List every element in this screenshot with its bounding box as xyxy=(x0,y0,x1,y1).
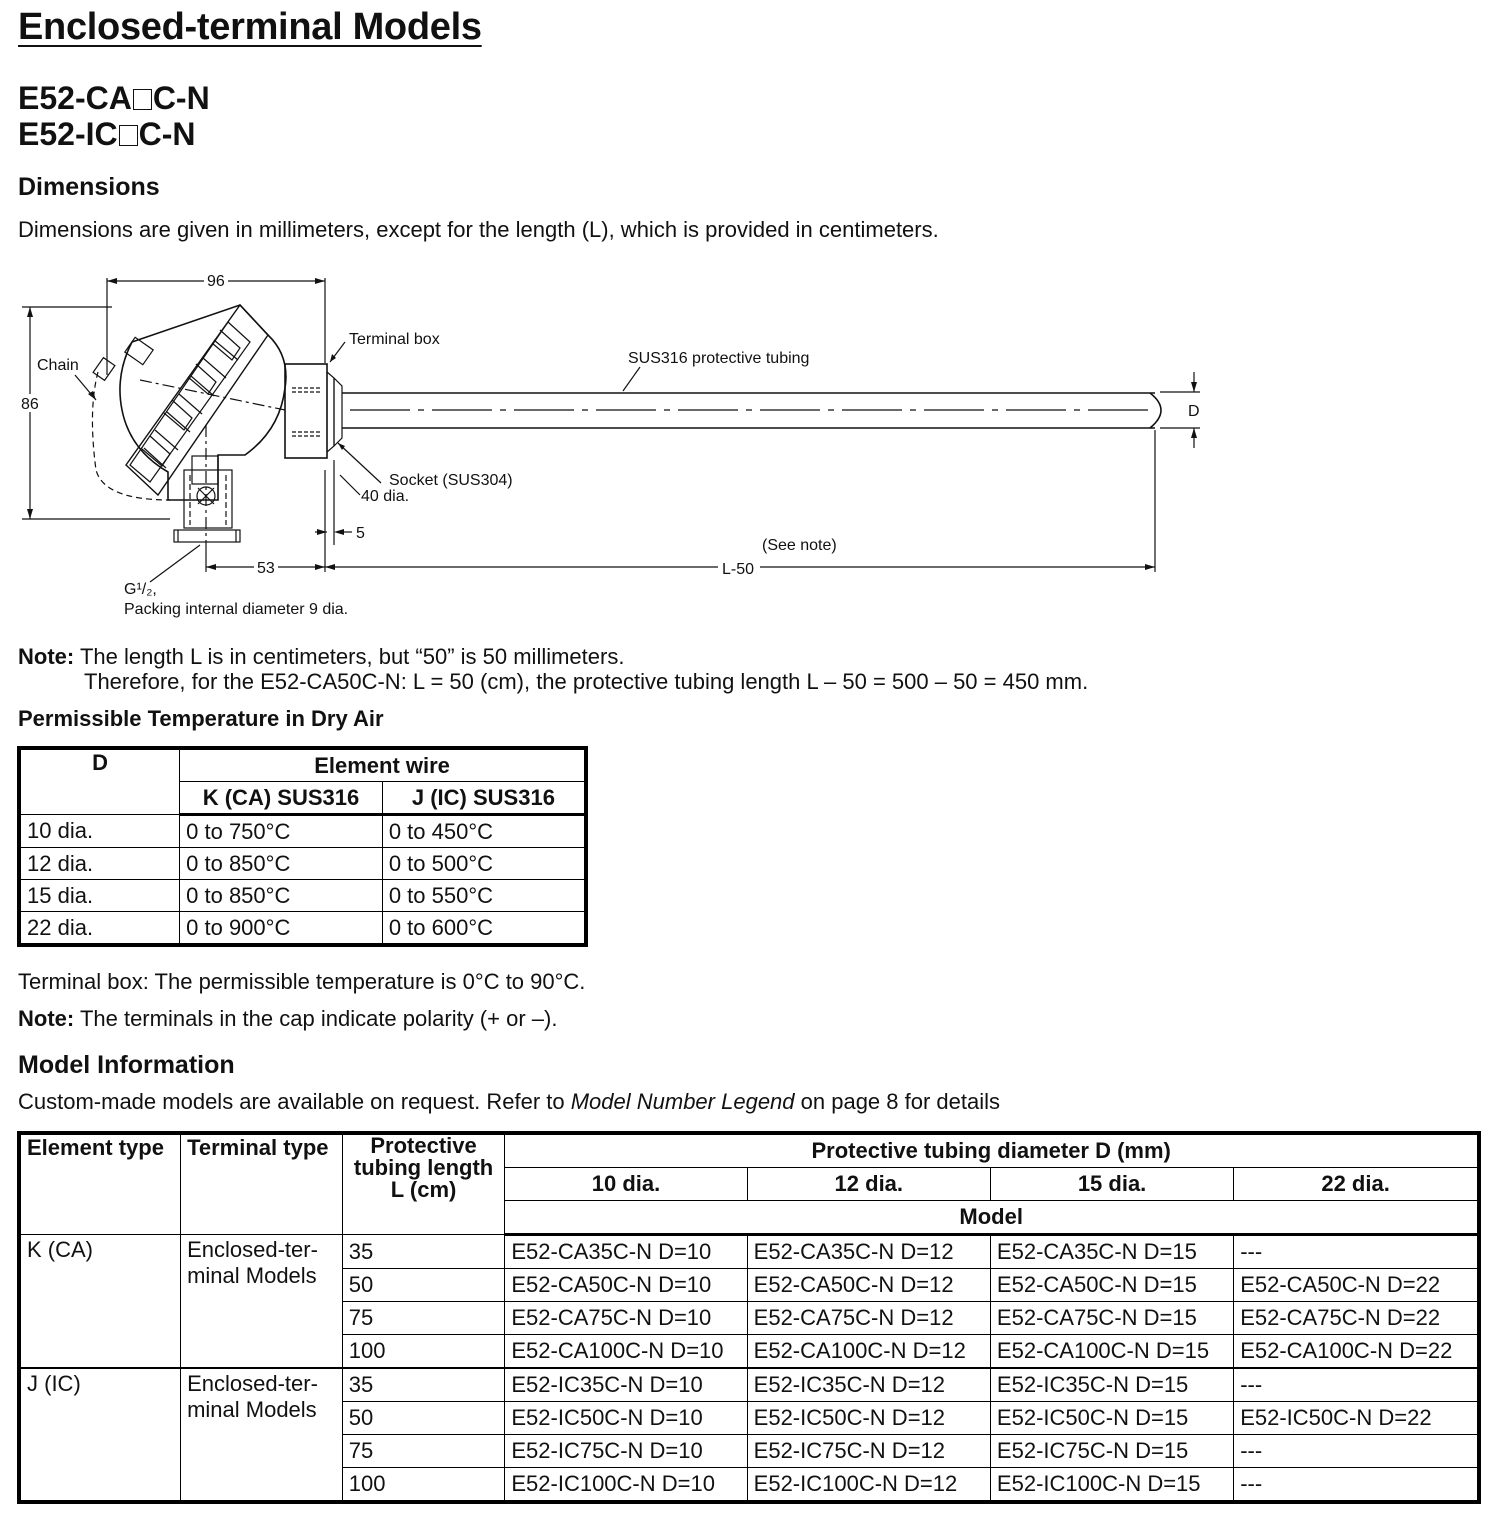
model-cell: E52-IC35C-N D=10 xyxy=(505,1368,747,1402)
model-cell: --- xyxy=(1234,1435,1479,1468)
cell-j: 0 to 600°C xyxy=(382,912,586,946)
table-row xyxy=(19,848,586,880)
model-number-ic xyxy=(18,116,195,152)
model-cell: --- xyxy=(1234,1468,1479,1503)
col-j-header: J (IC) SUS316 xyxy=(382,782,586,815)
model-cell: E52-CA35C-N D=15 xyxy=(990,1235,1233,1269)
model-cell: --- xyxy=(1234,1235,1479,1269)
model-cell: E52-IC75C-N D=10 xyxy=(505,1435,747,1468)
col-length-line3: L (cm) xyxy=(390,1177,457,1202)
model-cell: E52-IC50C-N D=12 xyxy=(747,1402,990,1435)
note-line2: Therefore, for the E52-CA50C-N: L = 50 (cm), the protective tubing length L – 50 = 500 – 50 = 450 mm. xyxy=(84,669,1089,694)
temp-table-title: Permissible Temperature in Dry Air xyxy=(18,706,384,731)
model-label: Model xyxy=(505,1201,1479,1235)
model-table xyxy=(17,1131,1481,1504)
model-cell: E52-CA35C-N D=12 xyxy=(747,1235,990,1269)
cell-j: 0 to 450°C xyxy=(382,815,586,848)
placeholder-box-icon xyxy=(133,89,152,110)
note-length xyxy=(18,644,624,670)
model-cell: E52-IC100C-N D=12 xyxy=(747,1468,990,1503)
dia40-label: 40 dia. xyxy=(361,488,410,505)
terminal-type-ic: Enclosed-ter-minal Models xyxy=(181,1368,343,1502)
model-prefix: E52-IC xyxy=(18,116,118,152)
col-element-type: Element type xyxy=(19,1133,181,1235)
dim-96-label: 96 xyxy=(207,273,225,290)
model-suffix: C-N xyxy=(138,116,196,152)
model-cell: E52-CA100C-N D=12 xyxy=(747,1335,990,1369)
length-cell: 75 xyxy=(342,1302,505,1335)
dim-l50-label: L-50 xyxy=(722,561,755,578)
dim-86-label: 86 xyxy=(21,396,39,413)
model-cell: E52-CA50C-N D=12 xyxy=(747,1269,990,1302)
model-cell: E52-IC35C-N D=12 xyxy=(747,1368,990,1402)
model-cell: E52-CA75C-N D=15 xyxy=(990,1302,1233,1335)
polarity-note-text: The terminals in the cap indicate polarity (+ or –). xyxy=(79,1006,558,1031)
element-type-ic: J (IC) xyxy=(19,1368,181,1502)
col-diameter-header: Protective tubing diameter D (mm) xyxy=(505,1133,1479,1168)
note-label: Note: xyxy=(18,644,75,669)
table-row xyxy=(19,880,586,912)
placeholder-box-icon xyxy=(119,125,138,146)
model-info-intro xyxy=(18,1089,1000,1115)
model-cell: E52-IC50C-N D=22 xyxy=(1234,1402,1479,1435)
cell-j: 0 to 550°C xyxy=(382,880,586,912)
col-length-line2: tubing length xyxy=(353,1155,494,1180)
g-label: G¹/₂, xyxy=(124,581,157,598)
model-cell: E52-IC100C-N D=10 xyxy=(505,1468,747,1503)
temperature-table xyxy=(17,746,588,947)
note-line1: The length L is in centimeters, but “50” is 50 millimeters. xyxy=(79,644,625,669)
model-cell: E52-CA50C-N D=10 xyxy=(505,1269,747,1302)
length-cell: 100 xyxy=(342,1335,505,1369)
model-cell: E52-CA50C-N D=15 xyxy=(990,1269,1233,1302)
model-number-ca xyxy=(18,80,210,116)
model-prefix: E52-CA xyxy=(18,80,132,116)
table-row xyxy=(19,912,586,946)
col-length-line1: Protective xyxy=(370,1133,477,1158)
terminal-type-ca: Enclosed-ter-minal Models xyxy=(181,1235,343,1369)
model-cell: E52-CA100C-N D=10 xyxy=(505,1335,747,1369)
col-element-header: Element wire xyxy=(180,748,586,782)
length-cell: 35 xyxy=(342,1368,505,1402)
length-cell: 50 xyxy=(342,1269,505,1302)
model-cell: E52-CA100C-N D=22 xyxy=(1234,1335,1479,1369)
dim-5-label: 5 xyxy=(356,525,365,542)
cell-d: 10 dia. xyxy=(19,815,180,848)
cell-k: 0 to 850°C xyxy=(180,848,383,880)
table-row xyxy=(19,1368,1479,1402)
d-label: D xyxy=(1188,403,1200,420)
page-title: Enclosed-terminal Models xyxy=(18,6,482,48)
col-12-dia: 12 dia. xyxy=(747,1168,990,1201)
col-15-dia: 15 dia. xyxy=(990,1168,1233,1201)
length-cell: 100 xyxy=(342,1468,505,1503)
table-row xyxy=(19,1235,1479,1269)
dim-53-label: 53 xyxy=(257,560,275,577)
model-info-heading: Model Information xyxy=(18,1051,235,1079)
model-cell: E52-IC100C-N D=15 xyxy=(990,1468,1233,1503)
length-cell: 35 xyxy=(342,1235,505,1269)
cell-d: 12 dia. xyxy=(19,848,180,880)
model-cell: E52-IC75C-N D=12 xyxy=(747,1435,990,1468)
element-type-ca: K (CA) xyxy=(19,1235,181,1369)
polarity-note xyxy=(18,1006,557,1032)
model-cell: E52-IC50C-N D=10 xyxy=(505,1402,747,1435)
length-cell: 50 xyxy=(342,1402,505,1435)
cell-d: 22 dia. xyxy=(19,912,180,946)
model-cell: E52-IC75C-N D=15 xyxy=(990,1435,1233,1468)
col-10-dia: 10 dia. xyxy=(505,1168,747,1201)
packing-label: Packing internal diameter 9 dia. xyxy=(124,601,349,618)
model-suffix: C-N xyxy=(152,80,210,116)
length-cell: 75 xyxy=(342,1435,505,1468)
terminal-box-note: Terminal box: The permissible temperature is 0°C to 90°C. xyxy=(18,969,586,994)
intro-post: on page 8 for details xyxy=(794,1089,1001,1114)
socket-label: Socket (SUS304) xyxy=(389,472,513,489)
model-cell: E52-CA35C-N D=10 xyxy=(505,1235,747,1269)
intro-italic: Model Number Legend xyxy=(570,1089,795,1114)
model-cell: E52-IC50C-N D=15 xyxy=(990,1402,1233,1435)
chain-label: Chain xyxy=(37,357,79,374)
model-cell: E52-CA75C-N D=10 xyxy=(505,1302,747,1335)
dimensions-intro: Dimensions are given in millimeters, except for the length (L), which is provided in centimeters. xyxy=(18,217,939,242)
note-label: Note: xyxy=(18,1006,75,1031)
col-tubing-length xyxy=(342,1133,505,1235)
cell-k: 0 to 750°C xyxy=(180,815,383,848)
table-row xyxy=(19,815,586,848)
model-cell: E52-CA100C-N D=15 xyxy=(990,1335,1233,1369)
cell-k: 0 to 900°C xyxy=(180,912,383,946)
cell-j: 0 to 500°C xyxy=(382,848,586,880)
model-cell: E52-CA75C-N D=12 xyxy=(747,1302,990,1335)
model-cell: E52-CA75C-N D=22 xyxy=(1234,1302,1479,1335)
dimension-drawing xyxy=(0,260,1240,630)
dimensions-heading: Dimensions xyxy=(18,173,160,201)
see-note-label: (See note) xyxy=(762,537,837,554)
cell-d: 15 dia. xyxy=(19,880,180,912)
model-cell: E52-CA50C-N D=22 xyxy=(1234,1269,1479,1302)
col-22-dia: 22 dia. xyxy=(1234,1168,1479,1201)
model-cell: E52-IC35C-N D=15 xyxy=(990,1368,1233,1402)
model-cell: --- xyxy=(1234,1368,1479,1402)
intro-pre: Custom-made models are available on request. Refer to xyxy=(18,1089,571,1114)
col-terminal-type: Terminal type xyxy=(181,1133,343,1235)
tubing-label: SUS316 protective tubing xyxy=(628,350,810,367)
terminal-box-label: Terminal box xyxy=(349,331,440,348)
cell-k: 0 to 850°C xyxy=(180,880,383,912)
col-d-header: D xyxy=(19,748,180,815)
col-k-header: K (CA) SUS316 xyxy=(180,782,383,815)
